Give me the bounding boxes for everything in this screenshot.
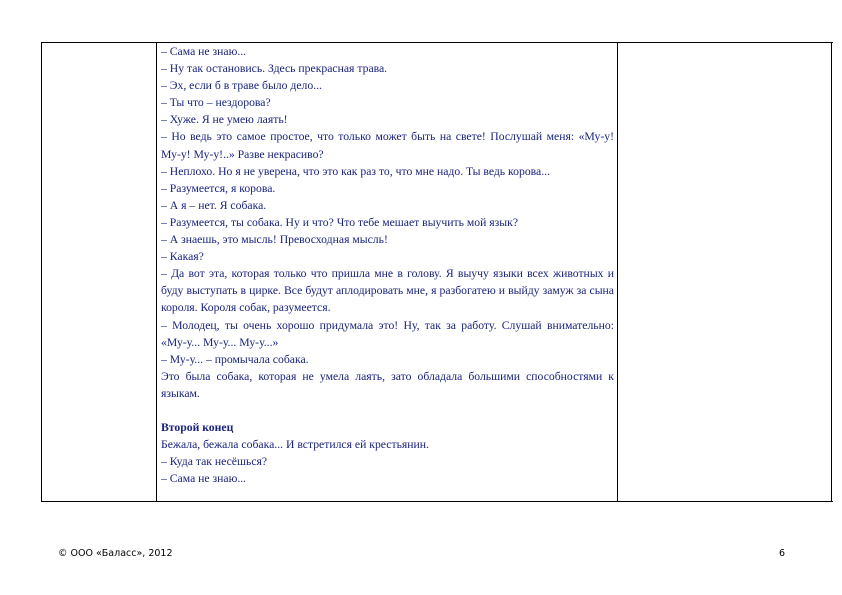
dialogue-line: – Куда так несёшься? (161, 455, 268, 469)
paragraph-gap (161, 402, 614, 419)
content-table (41, 42, 833, 502)
dialogue-line: Это была собака, которая не умела лаять, зато обладала большими способностями к языкам. (161, 369, 614, 400)
dialogue-line: – Ну так остановись. Здесь прекрасная трава. (161, 62, 388, 76)
dialogue-line: – Да вот эта, которая только что пришла мне в голову. Я выучу языки всех животных и буду выступать в цирке. Все будут аплодировать мне, я разбогатею и выйду замуж за сына короля. Короля собак, разумеется. (161, 267, 614, 315)
dialogue-line: – Молодец, ты очень хорошо придумала это! Ну, так за работу. Слушай внимательно: «Му-у... Му-у... Му-у...» (161, 318, 614, 349)
dialogue-line: – Неплохо. Но я не уверена, что это как раз то, что мне надо. Ты ведь корова... (161, 164, 550, 178)
dialogue-line: – Эх, если б в траве было дело... (161, 79, 322, 93)
footer-copyright: © ООО «Баласс», 2012 (58, 548, 173, 559)
dialogue-line: – Му-у... – промычала собака. (161, 352, 309, 366)
dialogue-line: – Какая? (161, 250, 204, 264)
dialogue-line: – Но ведь это самое простое, что только может быть на свете! Послушай меня: «Му-у! Му-у! Му-у!..» Разве некрасиво? (161, 130, 614, 161)
dialogue-line: – Разумеется, я корова. (161, 181, 276, 195)
dialogue-line: – Ты что – нездорова? (161, 96, 271, 110)
dialogue-line: – Сама не знаю... (161, 45, 247, 58)
table-column-divider-1 (156, 43, 157, 501)
section-heading: Второй конец (161, 421, 234, 435)
table-column-divider-2 (617, 43, 618, 501)
table-border-left (41, 43, 42, 501)
dialogue-line: – Разумеется, ты собака. Ну и что? Что тебе мешает выучить мой язык? (161, 215, 519, 229)
page-number: 6 (779, 548, 786, 559)
dialogue-line: – Хуже. Я не умею лаять! (161, 113, 288, 127)
dialogue-line: – А я – нет. Я собака. (161, 198, 267, 212)
dialogue-line: – Сама не знаю... (161, 472, 247, 486)
story-text-cell (161, 43, 614, 487)
dialogue-line: – А знаешь, это мысль! Превосходная мысль! (161, 233, 388, 247)
dialogue-line: Бежала, бежала собака... И встретился ей крестьянин. (161, 438, 429, 452)
table-border-right (831, 43, 832, 501)
